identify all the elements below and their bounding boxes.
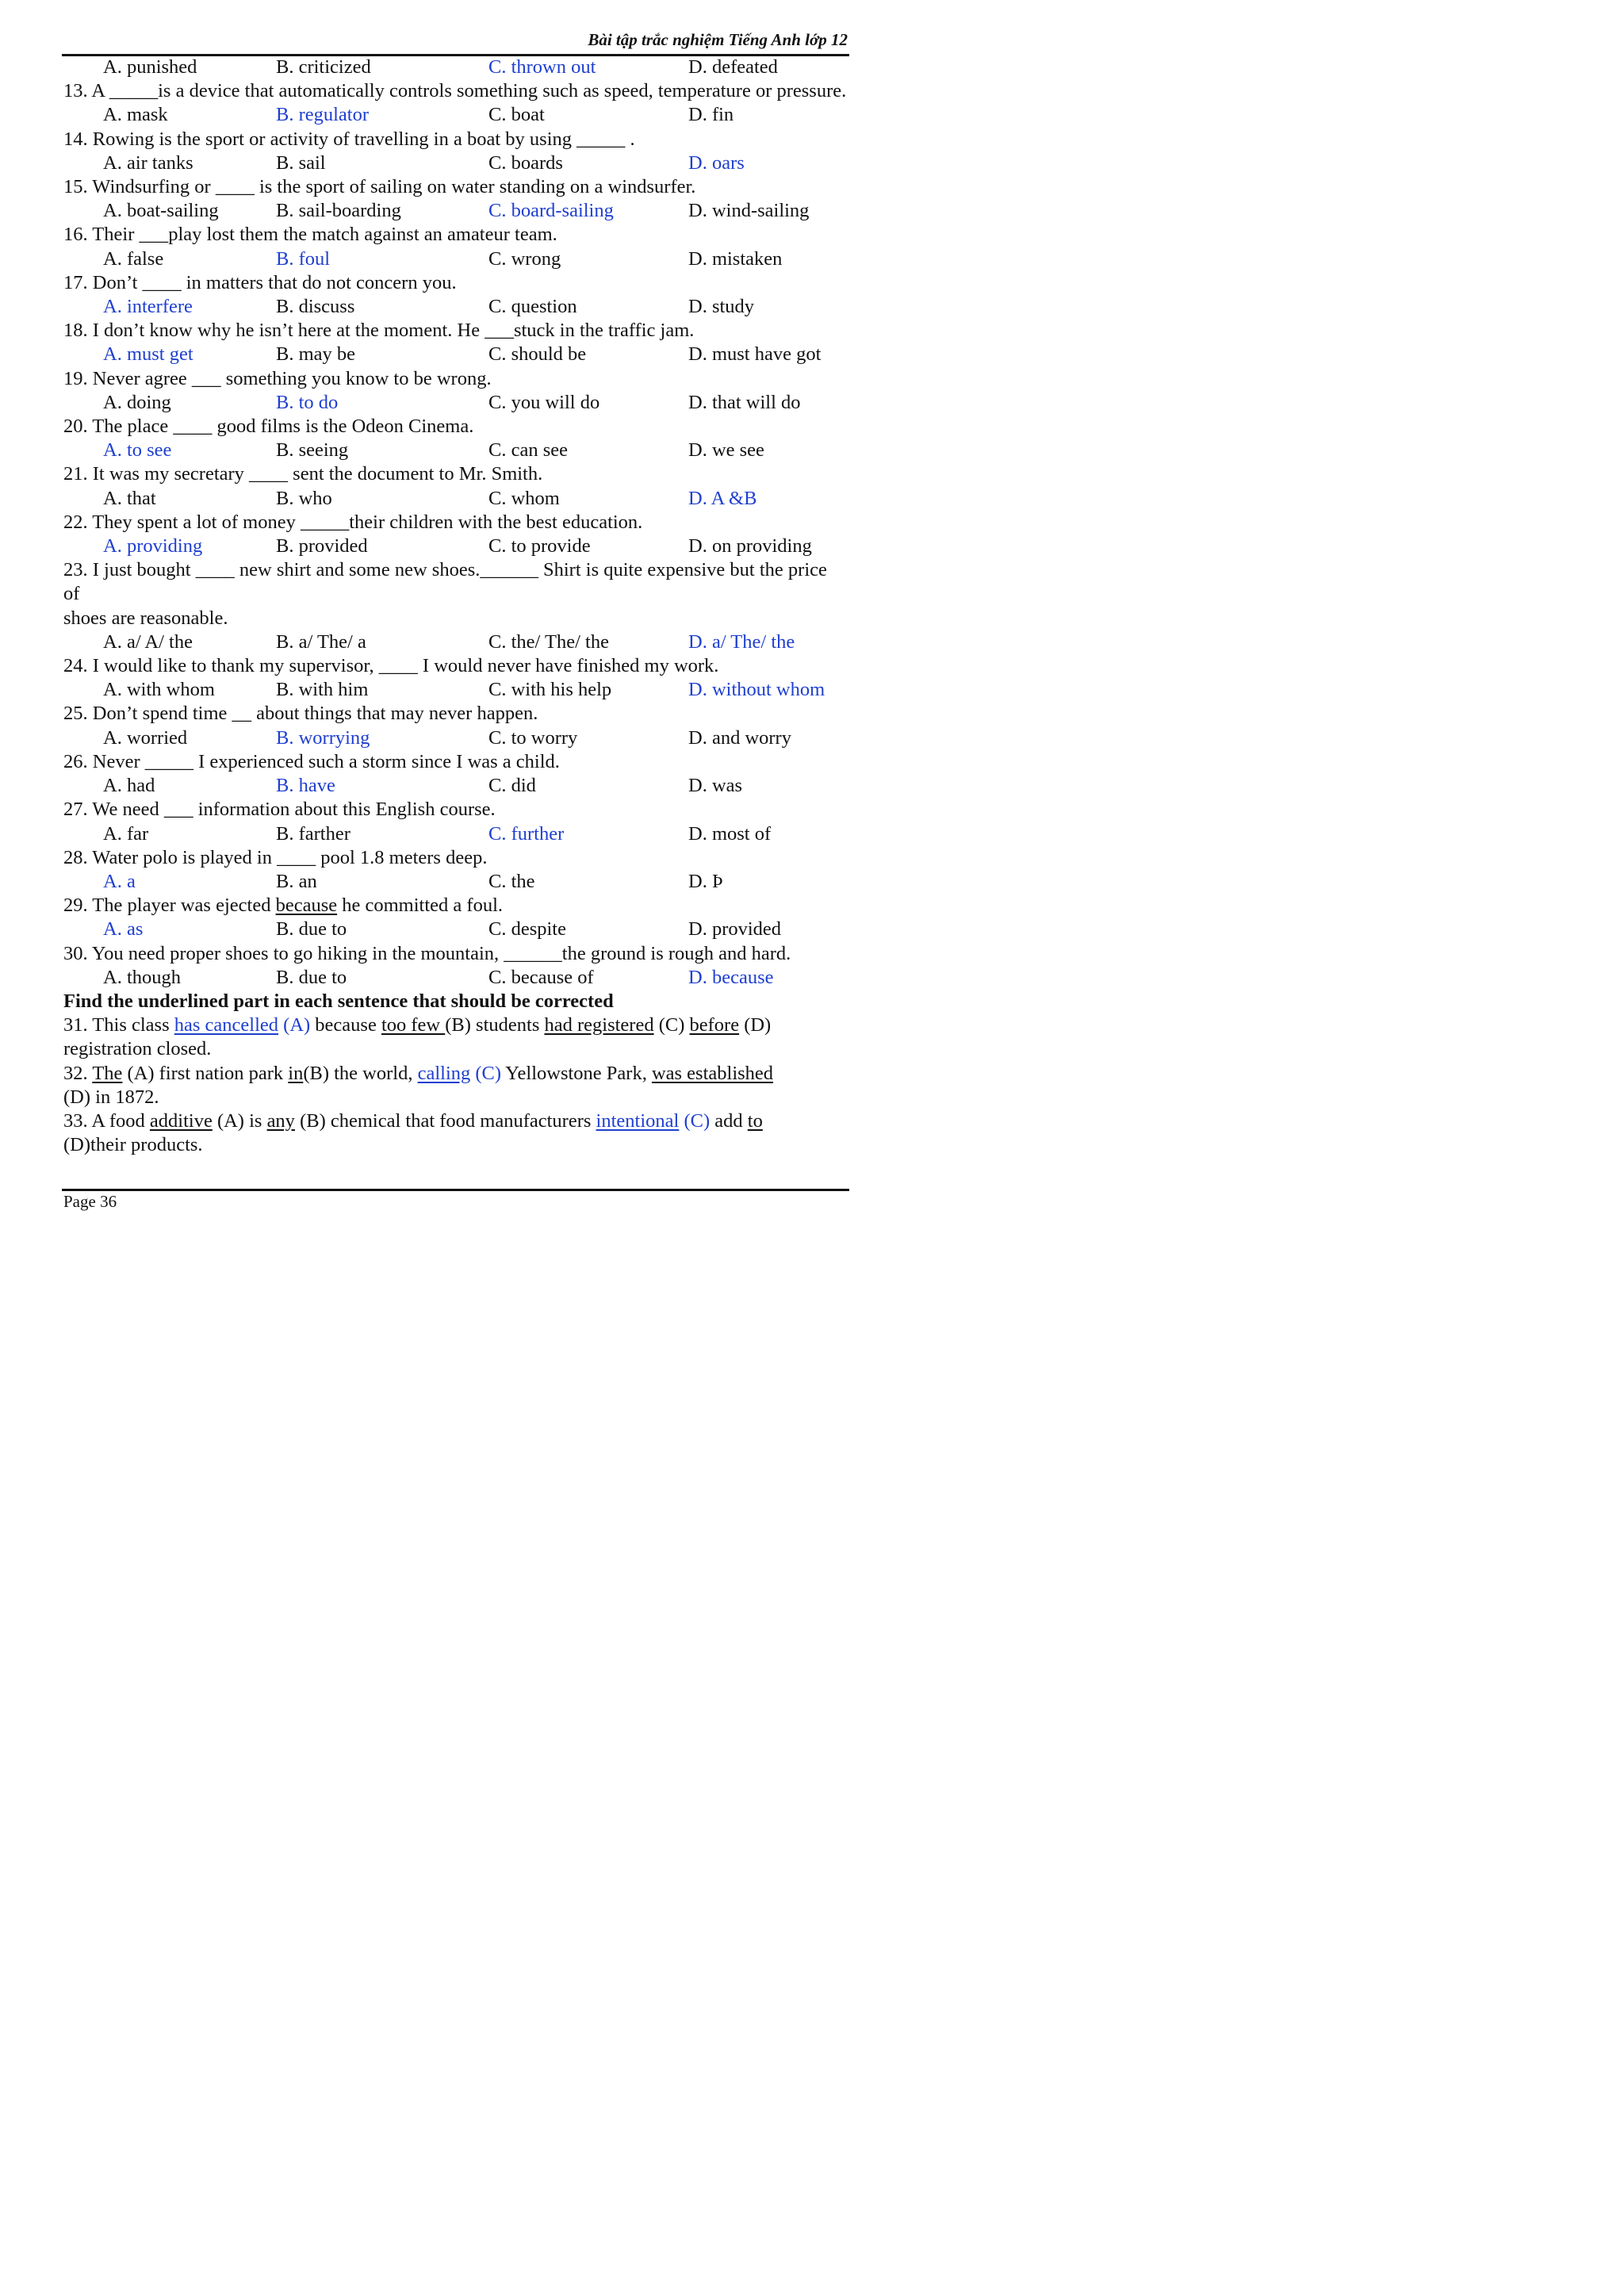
option-c: C. with his help xyxy=(488,679,612,701)
option-d: D. wind-sailing xyxy=(688,200,810,222)
option-c: C. did xyxy=(488,775,536,797)
option-b: B. due to xyxy=(276,966,347,988)
blank: ___ xyxy=(485,320,514,342)
options-row-26 xyxy=(63,774,848,798)
underlined-part-b: any xyxy=(266,1109,295,1132)
options-row-21 xyxy=(63,487,848,511)
option-d-answer: D. because xyxy=(688,966,774,988)
blank: ____ xyxy=(249,463,289,485)
option-a: A. boat-sailing xyxy=(103,200,219,222)
blank: ____ xyxy=(277,846,316,868)
option-c: C. the xyxy=(488,870,535,892)
option-a: A. false xyxy=(103,247,164,270)
option-c: C. the/ The/ the xyxy=(488,630,609,653)
option-b: B. who xyxy=(276,487,332,509)
question-22: 22. They spent a lot of money _____their children with the best education. xyxy=(63,511,643,533)
option-b-answer: B. worrying xyxy=(276,726,370,749)
options-row-17 xyxy=(63,295,848,319)
option-d: D. mistaken xyxy=(688,247,783,270)
blank: ____ xyxy=(215,176,255,198)
question-33: 33. A food additive (A) is any (B) chemical that food manufacturers intentional (C) add to xyxy=(63,1109,763,1132)
question-26: 26. Never _____ I experienced such a storm since I was a child. xyxy=(63,750,560,772)
option-c: C. question xyxy=(488,296,577,318)
option-d: D. most of xyxy=(688,822,772,845)
question-29: 29. The player was ejected because he committed a foul. xyxy=(63,895,503,917)
underlined-part-d: was established xyxy=(651,1062,774,1084)
option-c: C. boards xyxy=(488,151,563,174)
underlined-word: because xyxy=(275,895,338,917)
option-a: A. punished xyxy=(103,56,197,78)
underlined-part-a: has cancelled xyxy=(174,1014,279,1036)
blank: _____ xyxy=(109,80,159,102)
blank: __ xyxy=(232,703,252,725)
option-a: A. had xyxy=(103,775,155,797)
option-c-answer: C. board-sailing xyxy=(488,200,614,222)
options-row-20 xyxy=(63,439,848,462)
option-d-answer: D. A &B xyxy=(688,487,757,509)
option-d-answer: D. a/ The/ the xyxy=(688,630,795,653)
option-a-answer: A. must get xyxy=(103,343,193,366)
option-c-answer: C. thrown out xyxy=(488,56,596,78)
option-b-answer: B. have xyxy=(276,775,335,797)
blank: ____ xyxy=(142,271,182,293)
option-a: A. though xyxy=(103,966,181,988)
option-c: C. wrong xyxy=(488,247,561,270)
question-25: 25. Don’t spend time __ about things that may never happen. xyxy=(63,703,538,725)
section-heading: Find the underlined part in each sentence that should be corrected xyxy=(63,990,614,1012)
option-b: B. farther xyxy=(276,822,350,845)
blank: _____ xyxy=(144,750,193,772)
question-27: 27. We need ___ information about this English course. xyxy=(63,799,496,821)
question-14: 14. Rowing is the sport or activity of travelling in a boat by using _____ . xyxy=(63,128,635,150)
blank: _____ xyxy=(300,511,350,533)
blank: _____ xyxy=(576,128,626,150)
blank: ______ xyxy=(504,942,562,964)
question-21: 21. It was my secretary ____ sent the document to Mr. Smith. xyxy=(63,463,543,485)
page-number: Page 36 xyxy=(63,1192,117,1211)
option-d-answer: D. oars xyxy=(688,151,745,174)
option-b: B. a/ The/ a xyxy=(276,630,366,653)
option-b: B. due to xyxy=(276,918,347,941)
options-row-23 xyxy=(63,630,848,654)
question-31: 31. This class has cancelled (A) because too few (B) students had registered (C) before (D) xyxy=(63,1014,772,1036)
option-b: B. sail-boarding xyxy=(276,200,401,222)
option-b-answer: B. foul xyxy=(276,247,331,270)
options-row-13 xyxy=(63,103,848,127)
question-19: 19. Never agree ___ something you know to be wrong. xyxy=(63,367,492,389)
option-b: B. discuss xyxy=(276,296,355,318)
options-row-24 xyxy=(63,678,848,702)
blank: ___ xyxy=(191,367,221,389)
option-c: C. should be xyxy=(488,343,587,366)
question-16: 16. Their ___play lost them the match against an amateur team. xyxy=(63,224,557,246)
option-d: D. and worry xyxy=(688,726,791,749)
option-c: C. whom xyxy=(488,487,560,509)
question-33-line2: (D)their products. xyxy=(63,1134,203,1156)
option-a: A. a/ A/ the xyxy=(103,630,193,653)
option-a: A. air tanks xyxy=(103,151,193,174)
option-a-answer: A. a xyxy=(103,870,136,892)
option-a-answer: A. providing xyxy=(103,535,203,557)
question-28: 28. Water polo is played in ____ pool 1.8 meters deep. xyxy=(63,846,488,868)
option-b-answer: B. to do xyxy=(276,391,339,413)
option-d: D. defeated xyxy=(688,56,778,78)
question-32-line2: (D) in 1872. xyxy=(63,1086,159,1108)
option-d: D. we see xyxy=(688,439,764,462)
option-a: A. with whom xyxy=(103,679,215,701)
question-17: 17. Don’t ____ in matters that do not concern you. xyxy=(63,271,457,293)
underlined-part-c: calling xyxy=(417,1062,471,1084)
option-d: D. was xyxy=(688,775,743,797)
option-c: C. despite xyxy=(488,918,566,941)
blank: ____ xyxy=(378,655,418,677)
blank: ____ xyxy=(173,416,213,438)
option-b: B. provided xyxy=(276,535,368,557)
option-c-answer: C. further xyxy=(488,822,565,845)
question-13: 13. A _____is a device that automatically controls something such as speed, temperature or pressure. xyxy=(63,80,847,102)
options-row-15 xyxy=(63,199,848,223)
options-row-16 xyxy=(63,247,848,271)
underlined-part-d: to xyxy=(747,1109,763,1132)
option-a: A. mask xyxy=(103,104,168,126)
question-30: 30. You need proper shoes to go hiking in the mountain, ______the ground is rough and hard. xyxy=(63,942,791,964)
underlined-part-a: additive xyxy=(149,1109,213,1132)
question-15: 15. Windsurfing or ____ is the sport of sailing on water standing on a windsurfer. xyxy=(63,176,696,198)
option-a: A. doing xyxy=(103,391,171,413)
option-c: C. boat xyxy=(488,104,545,126)
options-row-29 xyxy=(63,918,848,941)
underlined-part-b: too few xyxy=(381,1014,446,1036)
option-d: D. Þ xyxy=(688,870,723,892)
question-31-line2: registration closed. xyxy=(63,1038,212,1060)
option-c: C. to provide xyxy=(488,535,591,557)
underlined-part-d: before xyxy=(689,1014,740,1036)
option-d: D. must have got xyxy=(688,343,822,366)
option-d-answer: D. without whom xyxy=(688,679,825,701)
options-row-28 xyxy=(63,870,848,894)
option-d: D. study xyxy=(688,296,755,318)
option-a-answer: A. interfere xyxy=(103,296,193,318)
question-24: 24. I would like to thank my supervisor, ____ I would never have finished my work. xyxy=(63,655,719,677)
options-row-27 xyxy=(63,822,848,846)
blank: ______ xyxy=(480,559,538,581)
option-b: B. may be xyxy=(276,343,356,366)
option-a: A. worried xyxy=(103,726,188,749)
option-c: C. because of xyxy=(488,966,594,988)
option-b-answer: B. regulator xyxy=(276,104,370,126)
option-c: C. to worry xyxy=(488,726,578,749)
option-c: C. you will do xyxy=(488,391,600,413)
option-d: D. that will do xyxy=(688,391,801,413)
option-a: A. that xyxy=(103,487,156,509)
underlined-part-b: in xyxy=(288,1062,304,1084)
question-20: 20. The place ____ good films is the Odeon Cinema. xyxy=(63,416,474,438)
options-row-12 xyxy=(63,56,848,79)
option-d: D. on providing xyxy=(688,535,812,557)
underlined-part-c: had registered xyxy=(544,1014,654,1036)
option-b: B. seeing xyxy=(276,439,349,462)
question-23: 23. I just bought ____ new shirt and some new shoes.______ Shirt is quite expensive but the price of xyxy=(63,559,827,605)
options-row-22 xyxy=(63,534,848,558)
option-b: B. with him xyxy=(276,679,369,701)
options-row-25 xyxy=(63,726,848,750)
option-d: D. fin xyxy=(688,104,734,126)
page-header-title: Bài tập trắc nghiệm Tiếng Anh lớp 12 xyxy=(588,30,848,49)
option-a-answer: A. as xyxy=(103,918,144,941)
blank: ___ xyxy=(163,799,193,821)
option-d: D. provided xyxy=(688,918,782,941)
question-23-line2: shoes are reasonable. xyxy=(63,607,228,629)
question-18: 18. I don’t know why he isn’t here at the moment. He ___stuck in the traffic jam. xyxy=(63,320,695,342)
option-b: B. an xyxy=(276,870,317,892)
options-row-14 xyxy=(63,151,848,175)
underlined-part-a: The xyxy=(92,1062,123,1084)
options-row-18 xyxy=(63,343,848,366)
blank: ___ xyxy=(139,224,169,246)
option-a-answer: A. to see xyxy=(103,439,172,462)
option-b: B. sail xyxy=(276,151,326,174)
option-c: C. can see xyxy=(488,439,568,462)
question-32: 32. The (A) first nation park in(B) the world, calling (C) Yellowstone Park, was established xyxy=(63,1062,774,1084)
footer-rule xyxy=(62,1189,849,1191)
blank: ____ xyxy=(195,559,235,581)
options-row-30 xyxy=(63,966,848,990)
worksheet-content xyxy=(63,56,848,1157)
option-a: A. far xyxy=(103,822,149,845)
underlined-part-c: intentional xyxy=(596,1109,680,1132)
options-row-19 xyxy=(63,391,848,415)
option-b: B. criticized xyxy=(276,56,371,78)
